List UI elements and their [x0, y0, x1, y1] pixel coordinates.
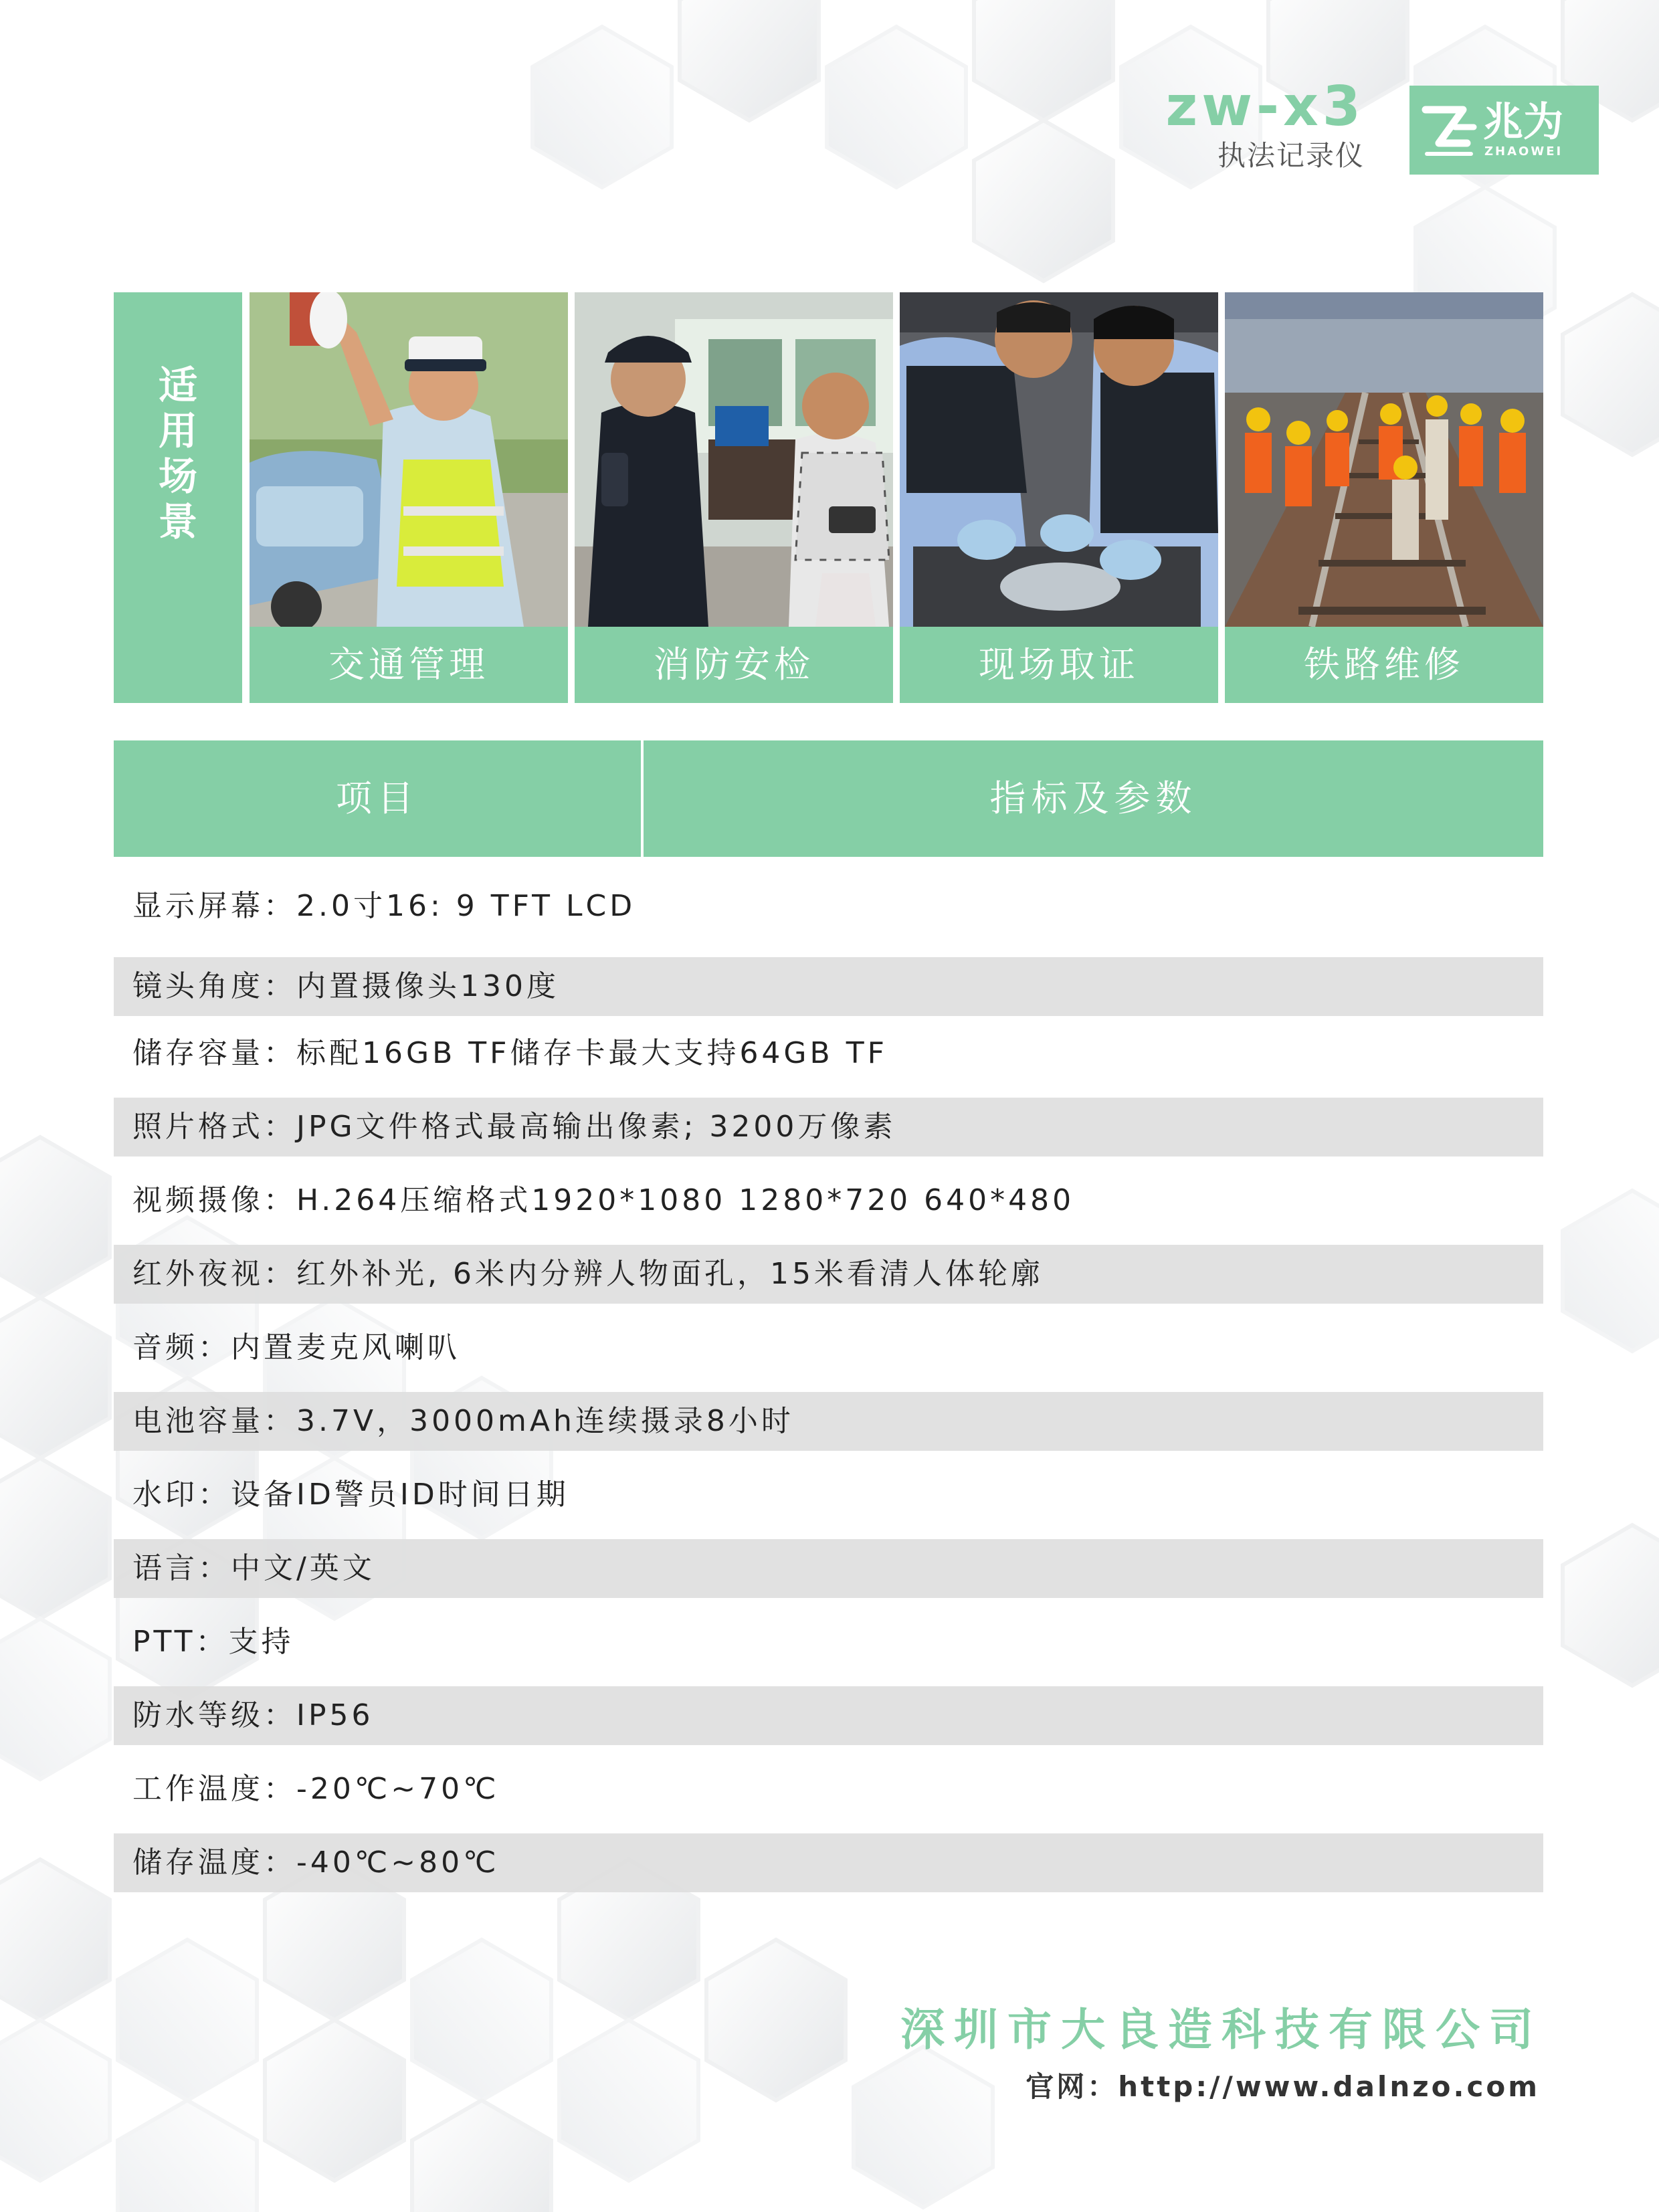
- spec-text: 照片格式：JPG文件格式最高输出像素; 3200万像素: [132, 1110, 896, 1144]
- spec-text: 镜头角度：内置摄像头130度: [132, 969, 559, 1003]
- spec-row-waterproof: [114, 1686, 1543, 1745]
- brand-name-en: ZHAOWEI: [1484, 144, 1563, 159]
- spec-text: 工作温度：-20℃~70℃: [132, 1772, 500, 1806]
- spec-text: PTT：支持: [132, 1625, 294, 1659]
- spec-row-watermark: [114, 1466, 1543, 1524]
- spec-table-header: [114, 740, 1543, 857]
- spec-row-storage-temp: [114, 1833, 1543, 1892]
- column-header-spec: 指标及参数: [989, 777, 1197, 819]
- spec-row-lens: [114, 957, 1543, 1016]
- scene-photo-evidence: [900, 292, 1218, 627]
- spec-text: 语言：中文/英文: [132, 1551, 375, 1585]
- scene-fire-safety: [575, 292, 893, 703]
- column-header-item: 项目: [336, 777, 419, 819]
- brand-name-cn: 兆为: [1483, 99, 1563, 146]
- spec-row-battery: [114, 1392, 1543, 1451]
- scene-traffic: [250, 292, 568, 703]
- spec-text: 电池容量：3.7V，3000mAh连续摄录8小时: [132, 1404, 794, 1438]
- spec-row-audio: [114, 1318, 1543, 1377]
- scene-evidence: [900, 292, 1218, 703]
- spec-text: 音频：内置麦克风喇叭: [132, 1330, 460, 1365]
- scenes-label: 适 用 场 景: [158, 363, 197, 544]
- product-model: zw-x3: [1165, 75, 1365, 138]
- spec-text: 储存容量：标配16GB TF储存卡最大支持64GB TF: [132, 1036, 888, 1070]
- spec-text: 储存温度：-40℃~80℃: [132, 1845, 500, 1880]
- spec-row-photo: [114, 1098, 1543, 1157]
- spec-row-storage: [114, 1024, 1543, 1083]
- company-name: 深圳市大良造科技有限公司: [900, 2004, 1543, 2055]
- scene-photo-traffic: [250, 292, 568, 627]
- scenes-label-box: [114, 292, 242, 703]
- scene-photo-railway: [1225, 292, 1543, 627]
- spec-text: 显示屏幕：2.0寸16: 9 TFT LCD: [132, 889, 636, 923]
- scene-caption-evidence: 现场取证: [900, 627, 1218, 703]
- scene-caption-traffic: 交通管理: [250, 627, 568, 703]
- spec-row-ptt: [114, 1613, 1543, 1672]
- brand-logo: [1409, 86, 1599, 175]
- scene-railway: [1225, 292, 1543, 703]
- spec-row-language: [114, 1539, 1543, 1598]
- product-subtitle: 执法记录仪: [1217, 139, 1365, 172]
- brand-mark-icon: [1420, 100, 1478, 159]
- scene-caption-railway: 铁路维修: [1225, 627, 1543, 703]
- website-link[interactable]: 官网：http://www.dalnzo.com: [1026, 2070, 1540, 2103]
- scene-caption-fire-safety: 消防安检: [575, 627, 893, 703]
- spec-text: 水印：设备ID警员ID时间日期: [132, 1478, 569, 1512]
- spec-text: 防水等级：IP56: [132, 1698, 374, 1732]
- spec-row-night-vision: [114, 1245, 1543, 1304]
- scene-photo-fire-safety: [575, 292, 893, 627]
- spec-row-display: [114, 877, 1543, 936]
- spec-row-video: [114, 1171, 1543, 1230]
- spec-text: 红外夜视：红外补光, 6米内分辨人物面孔，15米看清人体轮廓: [132, 1257, 1044, 1291]
- spec-row-working-temp: [114, 1760, 1543, 1819]
- spec-text: 视频摄像：H.264压缩格式1920*1080 1280*720 640*480: [132, 1183, 1075, 1217]
